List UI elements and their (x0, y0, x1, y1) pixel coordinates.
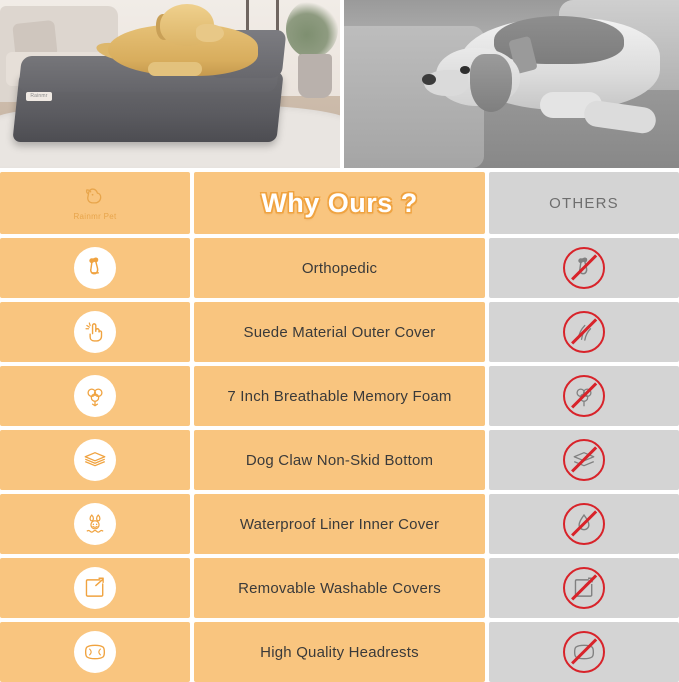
others-icon-cell (489, 430, 679, 490)
scratch-fabric-icon-crossed (563, 311, 605, 353)
table-row (0, 430, 679, 490)
removable-cover-zipper-icon (74, 567, 116, 609)
dog-snout (196, 24, 224, 42)
basset-hound-ear (470, 54, 512, 112)
feature-icon-cell (0, 622, 190, 682)
table-row (0, 494, 679, 554)
headrest-pillow-icon (74, 631, 116, 673)
table-row (0, 622, 679, 682)
others-title-cell (489, 172, 679, 234)
feature-label: Orthopedic (194, 238, 485, 298)
feature-icon-cell (0, 558, 190, 618)
headrest-pillow-icon-crossed (563, 631, 605, 673)
photo-strip (0, 0, 679, 168)
table-row (0, 366, 679, 426)
table-header-row (0, 172, 679, 234)
plant-leaves (286, 0, 338, 58)
feature-label: Suede Material Outer Cover (194, 302, 485, 362)
feature-label: 7 Inch Breathable Memory Foam (194, 366, 485, 426)
brand-name: Rainmr Pet (73, 212, 117, 221)
bone-joint-icon-crossed (563, 247, 605, 289)
waterproof-liner-icon (74, 503, 116, 545)
removable-cover-icon-crossed (563, 567, 605, 609)
others-icon-cell (489, 366, 679, 426)
dog-front-legs (148, 62, 202, 76)
table-row (0, 558, 679, 618)
feature-icon-cell (0, 430, 190, 490)
feature-icon-cell (0, 238, 190, 298)
dog-logo-icon (82, 185, 108, 211)
basset-hound-nose (422, 74, 436, 85)
photo-basset-hound-on-couch (344, 0, 679, 168)
bed-brand-tag: Rainmr (26, 92, 52, 101)
photo-golden-retriever-on-bed (0, 0, 340, 168)
basset-hound-eye (460, 66, 470, 74)
brand-logo (73, 185, 116, 221)
water-drop-icon-crossed (563, 503, 605, 545)
feature-icon-cell (0, 366, 190, 426)
feature-icon-cell (0, 494, 190, 554)
table-row (0, 302, 679, 362)
others-icon-cell (489, 302, 679, 362)
page-title: Why Ours ? (261, 187, 418, 218)
others-icon-cell (489, 558, 679, 618)
others-icon-cell (489, 494, 679, 554)
memory-foam-cloud-icon-crossed (563, 375, 605, 417)
non-skid-bottom-icon (74, 439, 116, 481)
non-skid-bottom-icon-crossed (563, 439, 605, 481)
hand-touch-fabric-icon (74, 311, 116, 353)
brand-logo-cell (0, 172, 190, 234)
feature-label: Dog Claw Non-Skid Bottom (194, 430, 485, 490)
others-icon-cell (489, 238, 679, 298)
why-ours-title-cell (194, 172, 485, 234)
feature-label: High Quality Headrests (194, 622, 485, 682)
bone-joint-icon (74, 247, 116, 289)
memory-foam-cloud-icon (74, 375, 116, 417)
comparison-table (0, 172, 679, 679)
others-label: OTHERS (549, 194, 619, 212)
plant-pot (298, 54, 332, 98)
feature-label: Removable Washable Covers (194, 558, 485, 618)
others-icon-cell (489, 622, 679, 682)
feature-label: Waterproof Liner Inner Cover (194, 494, 485, 554)
feature-icon-cell (0, 302, 190, 362)
table-row (0, 238, 679, 298)
